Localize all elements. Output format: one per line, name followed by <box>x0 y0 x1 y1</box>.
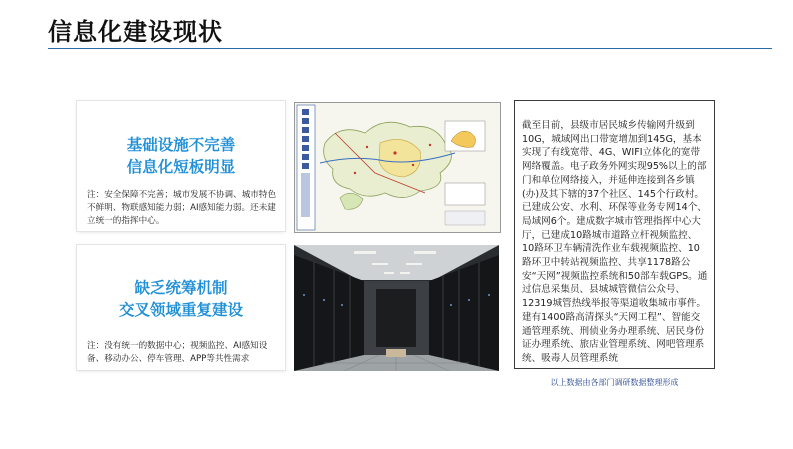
planning-map-image <box>294 102 501 233</box>
heading-line: 交叉领域重复建设 <box>118 301 243 319</box>
map-title-glyphs <box>302 109 309 169</box>
heading-line: 信息化短板明显 <box>126 158 236 176</box>
map-legend-box <box>445 183 485 205</box>
data-source-caption: 以上数据由各部门调研数据整理形成 <box>550 378 679 387</box>
status-description-box <box>514 100 715 369</box>
coordination-note: 注：没有统一的数据中心；视频监控、AI感知设备、移动办公、停车管理、APP等共性需求 <box>87 341 268 364</box>
floor-boxes <box>386 349 406 357</box>
coordination-heading <box>77 277 285 321</box>
map-subtitle-band <box>301 173 310 217</box>
server-room-photo <box>294 245 499 371</box>
map-title-block <box>445 211 485 225</box>
server-room-illustration <box>294 245 499 371</box>
heading-line: 缺乏统筹机制 <box>134 279 228 297</box>
page-title: 信息化建设现状 <box>48 18 223 46</box>
aisle-end-rack <box>376 289 416 347</box>
title-divider <box>48 48 772 49</box>
infrastructure-card <box>77 101 285 231</box>
map-illustration <box>295 103 500 232</box>
infrastructure-note: 注：安全保障不完善；城市发展不协调、城市特色不鲜明、物联感知能力弱；AI感知能力弱。还未建立统一的指挥中心。 <box>87 190 277 226</box>
coordination-card <box>77 245 285 370</box>
infrastructure-heading <box>77 134 285 178</box>
heading-line: 基础设施不完善 <box>126 136 236 154</box>
status-description-text: 截至目前，县级市居民城乡传输网升级到10G，城域网出口带宽增加到145G，基本实现了有线宽带、4G、WIFI立体化的宽带网络覆盖。电子政务外网实现95%以上的部门和单位网络接入，并延伸连接到各乡镇(办)及其下辖的37个社区、145个行政村。已建成公安、水利、环保等业务专网14个、局域网6个。建成数字城市管理指挥中心大厅，已建成10路城市道路立杆视频监控、10路环卫车辆清洗作业车载视频监控、10路环卫中转站视频监控、共享1178路公安“天网”视频监控系统和50部车载GPS。通过信息采集员、县城城管微信公众号、12319城管热线举报等渠道收集城市事件。建有1400路高清探头“天网工程”、智能交通管理系统、刑侦业务办理系统、居民身份证办理系统、旅店业管理系统、网吧管理系统、吸毒人员管理系统 <box>522 120 708 364</box>
